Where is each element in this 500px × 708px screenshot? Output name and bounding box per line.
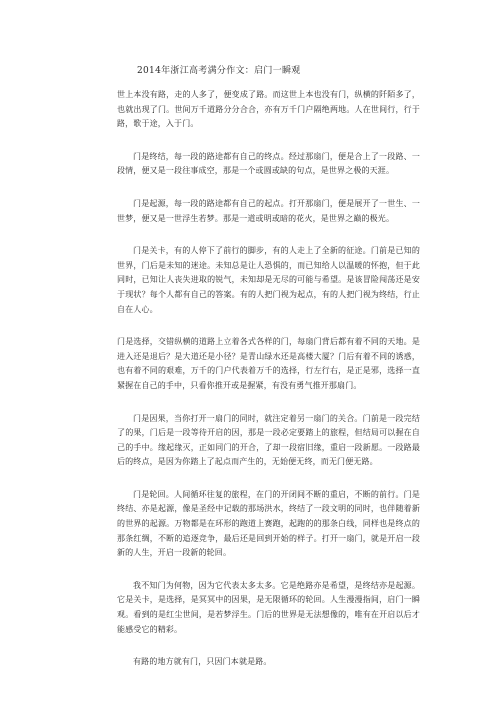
- paragraph-5: 门是选择，交错纵横的道路上立着各式各样的门，每扇门背后都有着不同的天地。是进入还是退后？是大道还是小径？是青山绿水还是高楼大厦？门后有着不同的诱惑，也有着不同的艰难，万千的门户代表着万千的选择，行左行右，是正是邪，选择一直紧握在自己的手中，只看你推开或是握紧，有没有勇气推开那扇门。: [117, 337, 420, 390]
- paragraph-2: 门是终结，每一段的路途都有自己的终点。经过那扇门，便是合上了一段路、一段情，便又是一段往事成空，那是一个或圆或缺的句点，是世界之极的天涯。: [117, 151, 420, 176]
- paragraph-3: 门是起源，每一段的路途都有自己的起点。打开那扇门，便是展开了一世生、一世梦，便又是一世浮生若梦。那是一道或明或暗的花火，是世界之巅的极光。: [117, 198, 420, 223]
- paragraph-8: 我不知门为何物，因为它代表太多太多。它是绝路亦是希望，是终结亦是起源。它是关卡，是选择，是冥冥中的因果，是无限循环的轮回。人生漫漫指间，启门一瞬观。看到的是红尘世间，是若梦浮生。门后的世界是无法想像的，唯有在开启以后才能感受它的精彩。: [117, 580, 420, 634]
- paragraph-6: 门是因果，当你打开一扇门的同时，就注定着另一扇门的关合。门前是一段完结了的果，门后是一段等待开启的因，那是一段必定要踏上的旅程，但结局可以握在自己的手中。缘起缘灭，正如同门的开合，了却一段宿旧缘，重启一段新愿。一段路最后的终点，是因为你踏上了起点而产生的，无始便无终，而无门便无路。: [117, 413, 420, 467]
- paragraph-7: 门是轮回。人间循环往复的旅程，在门的开闭间不断的重启，不断的前行。门是终结、亦是起源，像是圣经中记载的那场洪水，终结了一段文明的同时，也伴随着新的世界的起源。万物都是在环形的跑道上赛跑，起跑的的那条白线，同样也是终点的那条红绸，不断的追逐竞争，最后还是回到开始的样子。打开一扇门，就是开启一段新的人生，开启一段新的轮回。: [117, 489, 420, 558]
- document-title: 2014年浙江高考满分作文：启门一瞬观: [137, 66, 301, 76]
- paragraph-1: 世上本没有路，走的人多了，便变成了路。而这世上本也没有门，纵横的阡陌多了，也就出现了门。世间万千道路分分合合，亦有万千门户隔绝两地。人在世间行，行于路，歌于途，入于门。: [117, 90, 420, 129]
- paragraph-4: 门是关卡，有的人停下了前行的脚步，有的人走上了全新的征途。门前是已知的世界，门后是未知的迷途。未知总是让人恐惧的，而已知给人以温暖的怀抱，但于此同时，已知让人丧失进取的锐气，未知却是无尽的可能与希望。是该冒险闯荡还是安于现状？每个人都有自己的答案。有的人把门视为起点，有的人把门视为终结，行止自在人心。: [117, 246, 420, 314]
- paragraph-9: 有路的地方就有门，只因门本就是路。: [133, 657, 272, 667]
